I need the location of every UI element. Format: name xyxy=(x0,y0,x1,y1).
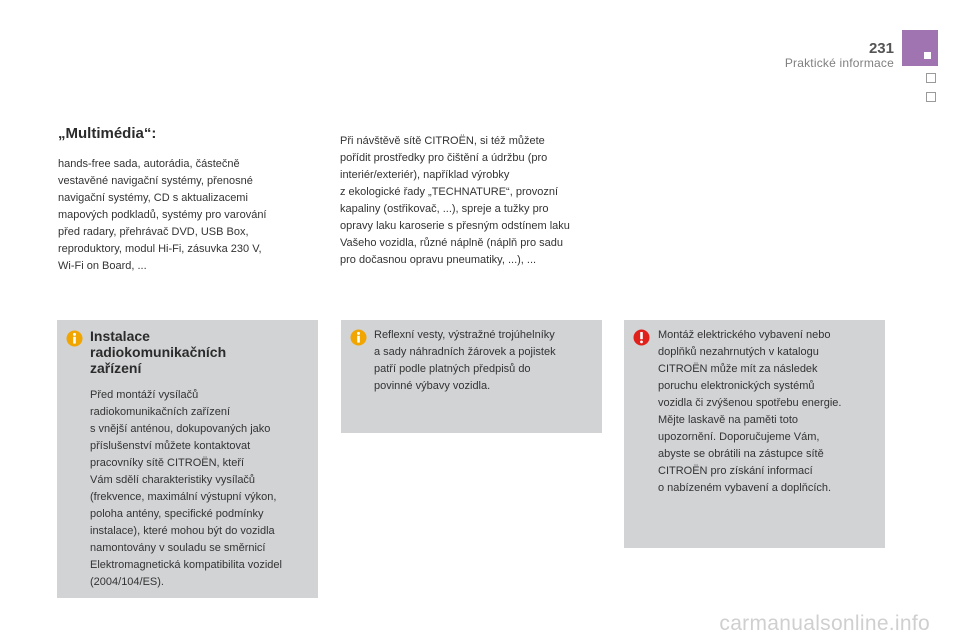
chapter-tab[interactable] xyxy=(926,73,936,83)
text-line: vestavěné navigační systémy, přenosné xyxy=(58,175,253,187)
text-line: Elektromagnetická kompatibilita vozidel xyxy=(90,559,282,571)
text-line: Mějte laskavě na paměti toto xyxy=(658,414,799,426)
chapter-tab-marker xyxy=(924,52,931,59)
multimedia-text xyxy=(58,156,303,275)
text-line: Při návštěvě sítě CITROËN, si též můžete xyxy=(340,135,545,147)
text-line: radiokomunikačních zařízení xyxy=(90,406,231,418)
text-line: Vašeho vozidla, různé náplně (náplň pro sadu xyxy=(340,237,564,249)
text-line: pořídit prostředky pro čištění a údržbu (pro xyxy=(340,152,548,164)
info-icon xyxy=(66,330,83,347)
text-line: opravy laku karoserie s přesným odstínem laku xyxy=(340,220,570,232)
warning-icon xyxy=(633,329,650,346)
text-line: a sady náhradních žárovek a pojistek xyxy=(374,346,556,358)
text-line: (frekvence, maximální výstupní výkon, xyxy=(90,491,277,503)
text-line: povinné výbavy vozidla. xyxy=(374,380,491,392)
page-number: 231 xyxy=(868,40,894,57)
section-title: Praktické informace xyxy=(784,56,894,70)
radio-installation-text xyxy=(90,387,310,591)
watermark: carmanualsonline.info xyxy=(719,612,930,635)
text-line: navigační systémy, CD s aktualizacemi xyxy=(58,192,248,204)
text-line: patří podle platných předpisů do xyxy=(374,363,531,375)
text-line: pracovníky sítě CITROËN, kteří xyxy=(90,457,245,469)
safety-equipment-box xyxy=(341,320,602,433)
citroen-visit-section xyxy=(340,133,605,269)
text-line: upozornění. Doporučujeme Vám, xyxy=(658,431,820,443)
text-line: mapových podkladů, systémy pro varování xyxy=(58,209,267,221)
text-line: vozidla či zvýšenou spotřebu energie. xyxy=(658,397,842,409)
text-line: před radary, přehrávač DVD, USB Box, xyxy=(58,226,249,238)
text-line: o nabízeném vybavení a doplňcích. xyxy=(658,482,832,494)
text-line: CITROËN pro získání informací xyxy=(658,465,813,477)
electrical-warning-box xyxy=(624,320,885,548)
citroen-visit-text xyxy=(340,133,605,269)
text-line: Wi-Fi on Board, ... xyxy=(58,260,147,272)
info-icon xyxy=(350,329,367,346)
chapter-tab[interactable] xyxy=(926,92,936,102)
text-line: kapaliny (ostřikovač, ...), spreje a tužky pro xyxy=(340,203,549,215)
text-line: CITROËN může mít za následek xyxy=(658,363,818,375)
text-line: reproduktory, modul Hi-Fi, zásuvka 230 V, xyxy=(58,243,262,255)
text-line: abyste se obrátili na zástupce sítě xyxy=(658,448,824,460)
text-line: Montáž elektrického vybavení nebo xyxy=(658,329,831,341)
text-line: Před montáží vysílačů xyxy=(90,389,199,401)
radio-installation-box xyxy=(57,320,318,598)
text-line: (2004/104/ES). xyxy=(90,576,164,588)
text-line: příslušenství můžete kontaktovat xyxy=(90,440,251,452)
electrical-warning-text xyxy=(658,327,877,497)
text-line: instalace), které mohou být do vozidla xyxy=(90,525,275,537)
multimedia-heading: „Multimédia“: xyxy=(58,125,157,142)
text-line: doplňků nezahrnutých v katalogu xyxy=(658,346,819,358)
multimedia-section xyxy=(58,125,303,275)
chapter-tab-active[interactable] xyxy=(902,30,938,66)
safety-equipment-text xyxy=(374,327,594,395)
text-line: interiér/exteriér), například výrobky xyxy=(340,169,510,181)
text-line: pro dočasnou opravu pneumatiky, ...), ... xyxy=(340,254,537,266)
text-line: poruchu elektronických systémů xyxy=(658,380,815,392)
text-line: hands-free sada, autorádia, částečně xyxy=(58,158,240,170)
text-line: namontovány v souladu se směrnicí xyxy=(90,542,266,554)
text-line: Reflexní vesty, výstražné trojúhelníky xyxy=(374,329,555,341)
text-line: Vám sdělí charakteristiky vysílačů xyxy=(90,474,256,486)
text-line: poloha antény, specifické podmínky xyxy=(90,508,264,520)
text-line: s vnější anténou, dokupovaných jako xyxy=(90,423,271,435)
radio-installation-title: Instalace radiokomunikačních zařízení xyxy=(90,328,227,376)
text-line: z ekologické řady „TECHNATURE“, provozní xyxy=(340,186,559,198)
